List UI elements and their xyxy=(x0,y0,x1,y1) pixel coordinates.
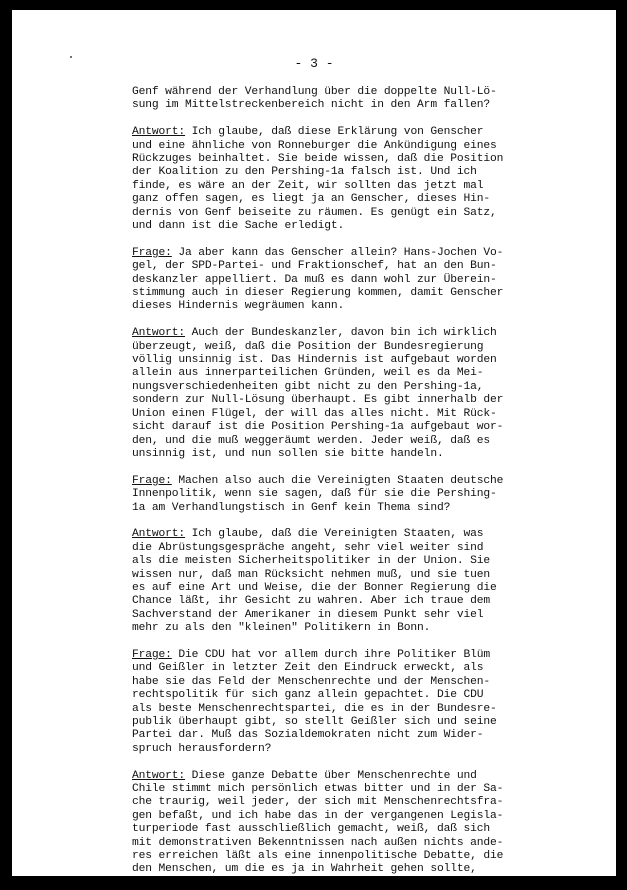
line-text: Sachverstand der Amerikaner in diesem Punkt sehr viel xyxy=(132,608,484,621)
text-line xyxy=(132,166,552,179)
text-line xyxy=(132,622,552,635)
line-text: und eine ähnliche von Ronneburger die Ankündigung eines xyxy=(132,139,497,152)
text-line xyxy=(132,193,552,206)
text-line xyxy=(132,394,552,407)
text-line xyxy=(132,448,552,461)
line-text: allein aus innerparteilichen Gründen, weil es da Mei- xyxy=(132,367,484,380)
text-line xyxy=(132,260,552,273)
line-text: Ich glaube, daß diese Erklärung von Genscher xyxy=(185,126,484,139)
line-text: Rückzuges beinhaltet. Sie beide wissen, daß die Position xyxy=(132,153,504,166)
text-line xyxy=(132,287,552,300)
line-text: überzeugt, weiß, daß die Position der Bundesregierung xyxy=(132,340,484,353)
text-line xyxy=(132,770,552,783)
text-line xyxy=(132,729,552,742)
text-line xyxy=(132,823,552,836)
text-line xyxy=(132,662,552,675)
line-text: finde, es wäre an der Zeit, wir sollten das jetzt mal xyxy=(132,179,484,192)
text-line xyxy=(132,595,552,608)
line-text: und Geißler in letzter Zeit den Eindruck erweckt, als xyxy=(132,662,484,675)
text-line xyxy=(132,180,552,193)
line-text: sondern zur Null-Lösung überhaupt. Es gibt innerhalb der xyxy=(132,394,504,407)
line-text: gel, der SPD-Partei- und Fraktionschef, hat an den Bun- xyxy=(132,260,497,273)
line-text: wissen nur, daß man Rücksicht nehmen muß, und sie tuen xyxy=(132,568,490,581)
line-text: spruch herausfordern? xyxy=(132,742,272,755)
line-text: sung im Mittelstreckenbereich nicht in den Arm fallen? xyxy=(132,99,490,112)
text-line xyxy=(132,475,552,488)
text-line xyxy=(132,502,552,515)
line-text: es auf eine Art und Weise, die der Bonner Regierung die xyxy=(132,581,497,594)
line-text: Genf während der Verhandlung über die doppelte Null-Lö- xyxy=(132,86,497,98)
paragraph xyxy=(132,247,552,314)
text-line xyxy=(132,716,552,729)
text-line xyxy=(132,528,552,541)
line-text: che traurig, weil jeder, der sich mit Menschenrechtsfra- xyxy=(132,796,504,809)
speaker-label: Frage: xyxy=(132,474,172,487)
line-text: Chile stimmt mich persönlich etwas bitter und in der Sa- xyxy=(132,783,504,796)
text-line xyxy=(132,863,552,876)
line-text: und dann ist die Sache erledigt. xyxy=(132,220,345,233)
line-text: 1a am Verhandlungstisch in Genf kein Thema sind? xyxy=(132,501,451,514)
line-text: Chance läßt, ihr Gesicht zu wahren. Aber ich traue dem xyxy=(132,595,490,608)
speaker-label: Antwort: xyxy=(132,327,186,340)
speaker-label: Antwort: xyxy=(132,528,186,541)
text-line xyxy=(132,381,552,394)
line-text: publik überhaupt gibt, so stellt Geißler sich und seine xyxy=(132,716,497,728)
line-text: rechtspolitik für sich ganz allein gepachtet. Die CDU xyxy=(132,689,484,702)
text-line xyxy=(132,649,552,662)
text-line xyxy=(132,676,552,689)
line-text: stimmung auch in dieser Regierung kommen, damit Genscher xyxy=(132,287,504,300)
line-text: Union einen Flügel, der will das alles nicht. Mit Rück- xyxy=(132,407,497,420)
line-text: den, und die muß weggeräumt werden. Jeder weiß, daß es xyxy=(132,434,490,447)
text-line xyxy=(132,327,552,340)
paragraph xyxy=(132,126,552,233)
line-text: dieses Hindernis wegräumen kann. xyxy=(132,300,345,313)
line-text: nungsverschiedenheiten gibt nicht zu den Pershing-1a, xyxy=(132,380,484,393)
line-text: der Koalition zu den Pershing-1a falsch ist. Und ich xyxy=(132,166,477,179)
text-line xyxy=(132,810,552,823)
body-text xyxy=(132,86,552,890)
document-page xyxy=(12,10,616,876)
line-text: die Abrüstungsgespräche angeht, sehr viel weiter sind xyxy=(132,541,484,554)
text-line xyxy=(132,354,552,367)
line-text: völlig unsinnig ist. Das Hindernis ist aufgebaut worden xyxy=(132,354,497,367)
text-line xyxy=(132,274,552,287)
text-line xyxy=(132,140,552,153)
text-line xyxy=(132,86,552,99)
text-line xyxy=(132,609,552,622)
line-text: deskanzler appelliert. Da muß es dann wohl zur Überein- xyxy=(132,273,497,286)
text-line xyxy=(132,555,552,568)
line-text: den Menschen, um die es ja in Wahrheit gehen sollte, xyxy=(132,863,477,876)
text-line xyxy=(132,247,552,260)
text-line xyxy=(132,435,552,448)
line-text: res erreichen läßt als eine innenpolitische Debatte, die xyxy=(132,850,504,863)
line-text: als die meisten Sicherheitspolitiker in der Union. Sie xyxy=(132,555,490,568)
line-text: mehr zu als den "kleinen" Politikern in Bonn. xyxy=(132,622,431,635)
paragraph xyxy=(132,649,552,756)
text-line xyxy=(132,569,552,582)
line-text: Auch der Bundeskanzler, davon bin ich wirklich xyxy=(185,327,497,340)
text-line xyxy=(132,542,552,555)
line-text: turperiode fast ausschließlich gemacht, weiß, daß sich xyxy=(132,823,490,836)
text-line xyxy=(132,743,552,756)
line-text: als beste Menschenrechtspartei, die es in der Bundesre- xyxy=(132,702,497,715)
speaker-label: Frage: xyxy=(132,246,172,259)
line-text: sicht darauf ist die Position Pershing-1a aufgebaut wor- xyxy=(132,421,504,434)
text-line xyxy=(132,220,552,233)
paragraph xyxy=(132,528,552,635)
text-line xyxy=(132,99,552,112)
paragraph xyxy=(132,475,552,515)
paragraph xyxy=(132,327,552,461)
line-text: habe sie das Feld der Menschenrechte und der Menschen- xyxy=(132,675,490,688)
speaker-label: Antwort: xyxy=(132,769,186,782)
text-line xyxy=(132,783,552,796)
text-line xyxy=(132,850,552,863)
line-text: mit demonstrativen Bekenntnissen nach außen nichts ande- xyxy=(132,836,504,849)
text-line xyxy=(132,421,552,434)
text-line xyxy=(132,153,552,166)
line-text: Innenpolitik, wenn sie sagen, daß für sie die Pershing- xyxy=(132,488,497,501)
line-text: ganz offen sagen, es liegt ja an Genscher, dieses Hin- xyxy=(132,193,490,206)
line-text: gen befaßt, und ich habe das in der vergangenen Legisla- xyxy=(132,809,504,822)
line-text: Partei dar. Muß das Sozialdemokraten nicht zum Wider- xyxy=(132,729,484,742)
speaker-label: Antwort: xyxy=(132,126,186,139)
page-number: - 3 - xyxy=(294,56,334,71)
text-line xyxy=(132,488,552,501)
speaker-label: Frage: xyxy=(132,648,172,661)
line-text: Diese ganze Debatte über Menschenrechte und xyxy=(185,769,477,782)
text-line xyxy=(132,582,552,595)
text-line xyxy=(132,341,552,354)
text-line xyxy=(132,689,552,702)
text-line xyxy=(132,367,552,380)
line-text: unsinnig ist, und nun sollen sie bitte handeln. xyxy=(132,447,444,460)
paragraph xyxy=(132,770,552,877)
text-line xyxy=(132,126,552,139)
line-text: Ich glaube, daß die Vereinigten Staaten, was xyxy=(185,528,484,541)
line-text: Machen also auch die Vereinigten Staaten deutsche xyxy=(171,474,504,487)
paragraph xyxy=(132,86,552,113)
text-line xyxy=(132,796,552,809)
text-line xyxy=(132,703,552,716)
line-text: dernis von Genf beiseite zu räumen. Es genügt ein Satz, xyxy=(132,206,497,219)
text-line xyxy=(132,408,552,421)
line-text: Ja aber kann das Genscher allein? Hans-Jochen Vo- xyxy=(171,246,504,259)
text-line xyxy=(132,207,552,220)
text-line xyxy=(132,300,552,313)
text-line xyxy=(132,837,552,850)
line-text: Die CDU hat vor allem durch ihre Politiker Blüm xyxy=(171,648,490,661)
